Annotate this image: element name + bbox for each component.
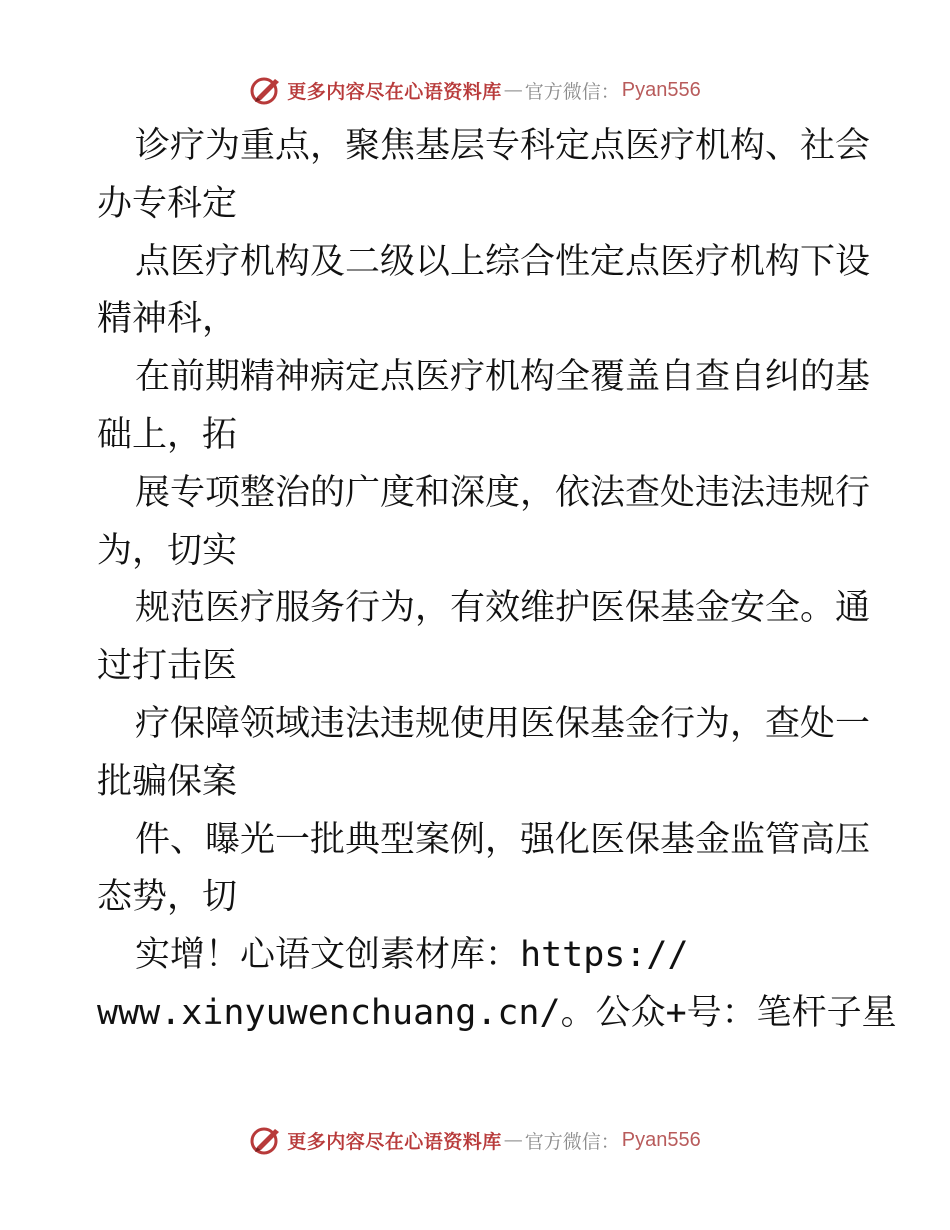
body-line: 疗保障领域违法违规使用医保基金行为，查处一: [135, 703, 871, 744]
body-line: 态势，切: [97, 877, 238, 918]
header-wechat-label: 官方微信：: [524, 80, 620, 103]
footer-wechat-id: Pyan556: [621, 1128, 701, 1151]
body-line: 为，切实: [97, 530, 238, 571]
footer-brand: 更多内容尽在心语资料库: [287, 1130, 502, 1153]
body-line: 规范医疗服务行为，有效维护医保基金安全。通: [135, 588, 871, 629]
body-line: 精神科，: [97, 299, 238, 340]
pen-logo-icon: [249, 1123, 283, 1157]
body-line: 在前期精神病定点医疗机构全覆盖自查自纠的基: [135, 357, 871, 398]
body-line: 件、曝光一批典型案例，强化医保基金监管高压: [135, 819, 871, 860]
body-line: 诊疗为重点，聚焦基层专科定点医疗机构、社会: [135, 126, 871, 166]
header-wechat-id: Pyan556: [621, 78, 701, 101]
body-line: 批骗保案: [97, 761, 238, 802]
footer-wechat-label: 官方微信：: [524, 1130, 620, 1153]
header-brand: 更多内容尽在心语资料库: [287, 80, 502, 103]
pen-logo-icon: [249, 73, 283, 107]
header-banner: [0, 70, 950, 110]
header-separator: —: [503, 79, 523, 101]
footer-separator: —: [503, 1129, 523, 1151]
body-line: www.xinyuwenchuang.cn/。公众+号：笔杆子星: [97, 992, 897, 1033]
body-line: 展专项整治的广度和深度，依法查处违法违规行: [135, 472, 871, 513]
body-line: 过打击医: [97, 646, 238, 687]
body-line: 办专科定: [97, 183, 238, 224]
body-line: 础上，拓: [97, 414, 238, 455]
body-line: 实增！心语文创素材库：https://: [135, 935, 689, 976]
footer-banner: [0, 1120, 950, 1160]
document-body: [97, 118, 897, 1043]
body-line: 点医疗机构及二级以上综合性定点医疗机构下设: [135, 241, 871, 282]
